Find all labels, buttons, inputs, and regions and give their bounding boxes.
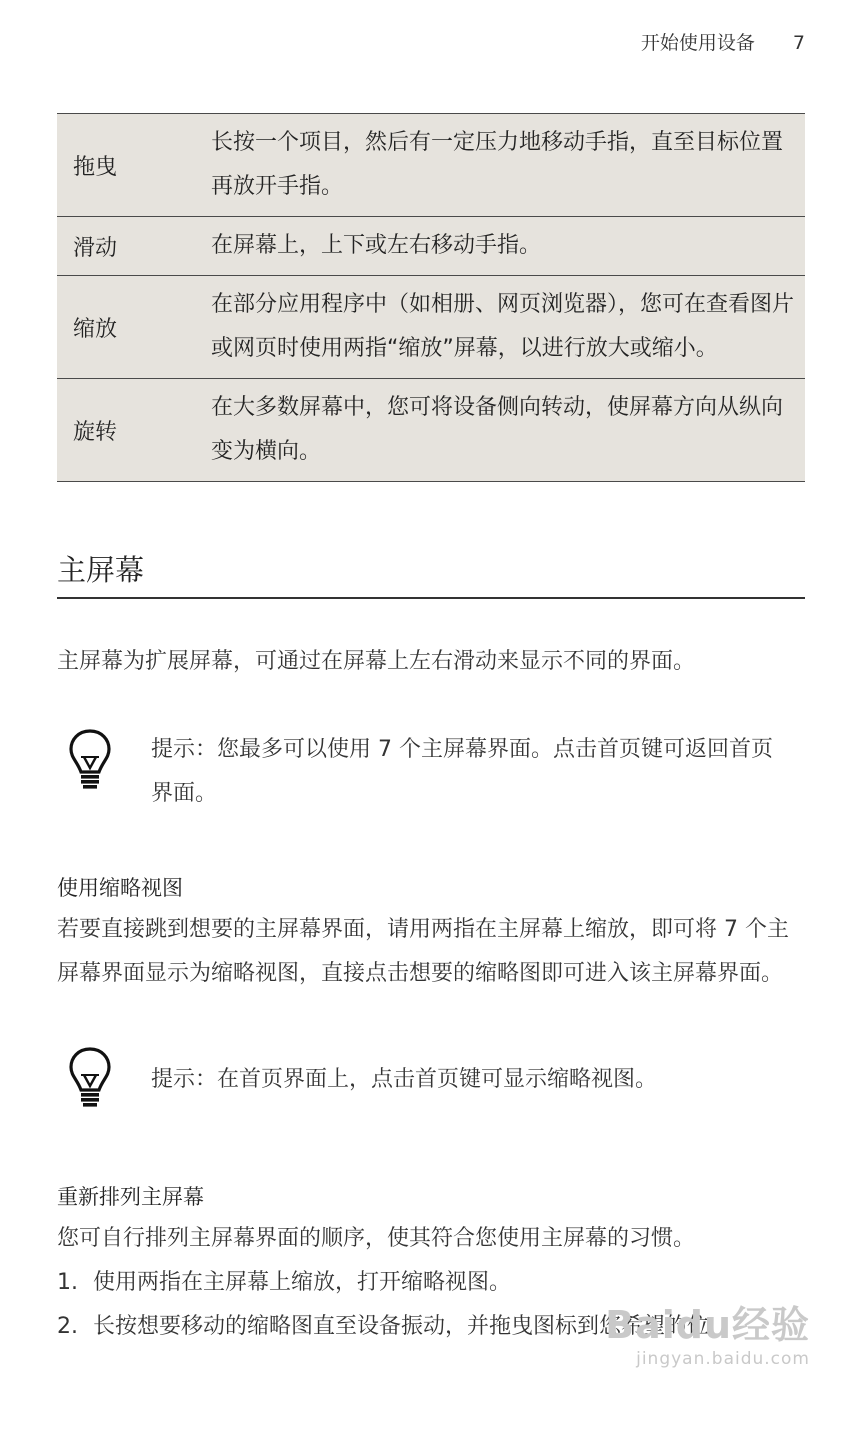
rearrange-paragraph: 您可自行排列主屏幕界面的顺序，使其符合您使用主屏幕的习惯。 [57,1226,696,1251]
tip-text: 提示：在首页界面上，点击首页键可显示缩略视图。 [151,1067,658,1092]
list-text: 使用两指在主屏幕上缩放，打开缩略视图。 [93,1270,512,1295]
gesture-description: 在大多数屏幕中，您可将设备侧向转动，使屏幕方向从纵向变为横向。 [211,379,805,482]
gesture-table [57,113,805,482]
table-row [57,379,805,482]
gesture-term: 旋转 [57,379,211,482]
list-number: 2. [57,1314,78,1339]
watermark-logo: Baidu经验 [605,1303,810,1347]
page-header [641,28,805,55]
subheading-thumbnail-view: 使用缩略视图 [57,876,183,900]
tip-box [57,728,805,818]
tip-box [57,1046,805,1116]
baidu-watermark [605,1294,810,1369]
gesture-description: 在部分应用程序中（如相册、网页浏览器），您可在查看图片或网页时使用两指“缩放”屏幕，以进行放大或缩小。 [211,276,805,379]
thumbnail-paragraph: 若要直接跳到想要的主屏幕界面，请用两指在主屏幕上缩放，即可将 7 个主屏幕界面显示为缩略视图，直接点击想要的缩略图即可进入该主屏幕界面。 [57,917,789,986]
lightbulb-icon [67,728,113,790]
gesture-description: 在屏幕上，上下或左右移动手指。 [211,217,805,276]
section-title: 主屏幕 [57,548,805,599]
gesture-term: 拖曳 [57,114,211,217]
gesture-term: 滑动 [57,217,211,276]
header-title: 开始使用设备 [640,32,755,54]
lightbulb-icon [67,1046,113,1108]
intro-paragraph: 主屏幕为扩展屏幕，可通过在屏幕上左右滑动来显示不同的界面。 [57,649,696,674]
gesture-term: 缩放 [57,276,211,379]
list-text: 长按想要移动的缩略图直至设备振动，并拖曳图标到您希望的位 [93,1314,710,1339]
list-number: 1. [57,1270,78,1295]
tip-text: 提示：您最多可以使用 7 个主屏幕界面。点击首页键可返回首页界面。 [151,737,773,806]
table-row [57,276,805,379]
table-row [57,217,805,276]
gesture-description: 长按一个项目，然后有一定压力地移动手指，直至目标位置再放开手指。 [211,114,805,217]
subheading-rearrange: 重新排列主屏幕 [57,1185,204,1209]
watermark-url: jingyan.baidu.com [636,1349,810,1369]
page-number: 7 [792,32,805,54]
table-row [57,114,805,217]
